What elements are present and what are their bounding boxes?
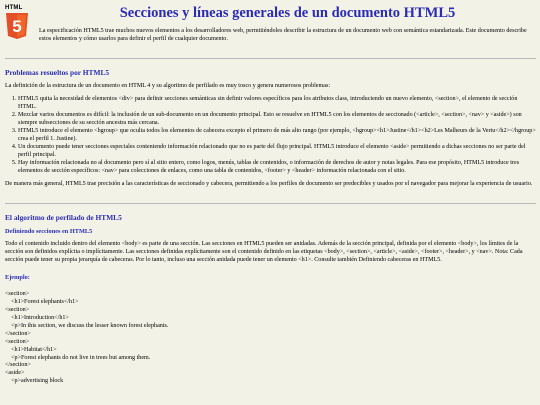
code-example: [5, 291, 536, 386]
code-line: <section>: [5, 307, 30, 314]
section-heading-problems: Problemas resueltos por HTML5: [5, 67, 110, 77]
problems-list-item: 2. Mezclar varios documentos es difícil: la inclusión de un sub-documento en un documento principal. Esto se resuelve en HTML5 con los elementos de seccionado (<article>, <section>, <nav> y <aside>) son siempre subsecciones de su sección ancestra más cercana.: [18, 112, 536, 128]
code-line: <p>Forest elephants do not live in trees but among them.: [5, 354, 151, 361]
code-line: <h1>Habitat</h1>: [5, 346, 57, 353]
code-line: <section>: [5, 291, 30, 298]
divider: [5, 58, 536, 59]
header: [5, 3, 536, 44]
section-heading-algorithm: El algoritmo de perfilado de HTML5: [5, 212, 122, 222]
problems-list-item: 4. Un documento puede tener secciones especiales conteniendo información relacionado que no es parte del flujo principal. HTML5 introduce el elemento <aside> permitiendo a dichas secciones no ser parte del perfil principal.: [18, 144, 536, 160]
code-line: <h1>Forest elephants</h1>: [5, 299, 79, 306]
code-line: <p>advertising block: [5, 378, 64, 385]
header-main: [31, 3, 536, 44]
code-line: </section>: [5, 362, 31, 369]
example-label: Ejemplo:: [5, 274, 30, 282]
problems-list-item: 5. Hay información relacionada no al documento pero sí al sitio entero, como logos, menús, tablas de contenidos, o información de derechos de autor y notas legales. Para ese propósito, HTML5 introduce tres elementos de sección específicos: <nav> para colecciones de enlaces, como una tabla de contenidos, <footer> y <header> información relacionada con el sitio.: [18, 160, 536, 176]
html5-shield-icon: [5, 13, 29, 40]
code-line: </section>: [5, 330, 31, 337]
problems-intro: La definición de la estructura de un documento en HTML 4 y su algoritmo de perfilado es muy tosco y genera numerosos problemas:: [5, 83, 331, 90]
code-line: <p>In this section, we discuss the lesser known forest elephants.: [5, 322, 169, 329]
defining-sections-paragraph: Todo el contenido incluido dentro del elemento <body> es parte de una sección. Las secciones en HTML5 pueden ser anidadas. Además de la sección principal, definida por el elemento <body>, los límites de la sección son definidos explícita o implícitamente. Las secciones definidas explícitamente son el contenido definido en las etiquetas <body>, <section>, <article>, <aside>, <footer>, <header>, y <nav>. Nota: Cada sección puede tener su propia jerarquía de cabeceras. Por lo tanto, incluso una sección anidada puede tener un elemento <h1>. Consulte también Definiendo cabeceras en HTML5.: [5, 241, 523, 264]
problems-list: [5, 96, 536, 175]
code-line: <section>: [5, 338, 30, 345]
problems-list-item: 3. HTML5 introduce el elemento <hgroup> que oculta todos los elementos de cabecera excepto el primero de más alto rango (por ejemplo, <hgroup><h1>Justine</h1><h2>Les Malheurs de la Vertu</h2></hgroup> crea el perfil 1. Justine).: [18, 128, 536, 144]
divider: [5, 203, 536, 204]
problems-list-item: 1. HTML5 quita la necesidad de elementos <div> para definir secciones semánticas sin definir valores específicos para los atributos class, introduciendo un nuevo elemento, <section>, el elemento de sección HTML.: [18, 96, 536, 112]
problems-closing: De manera más general, HTML5 trae precisión a las características de seccionado y cabecera, permitiendo a los perfiles de documento ser predecibles y usados por el navegador para mejorar la experiencia de usuario.: [5, 180, 533, 187]
html5-logo-digit: 5: [12, 17, 22, 36]
code-line: <h1>Introduction</h1>: [5, 314, 69, 321]
subheading-defining-sections: Definiendo secciones en HTML5: [5, 228, 93, 236]
html5-logo-word: HTML: [5, 5, 23, 11]
html5-logo: [5, 5, 31, 40]
intro-paragraph: La especificación HTML5 trae muchos nuevos elementos a los desarrolladores web, permitiéndoles describir la estructura de un documento web con semántica estandarizada. Este documento describe estos elementos y cómo usarlos para definir el perfil de cualquier documento.: [39, 28, 527, 42]
code-line: <aside>: [5, 370, 25, 377]
page-title: Secciones y líneas generales de un documento HTML5: [119, 5, 456, 21]
